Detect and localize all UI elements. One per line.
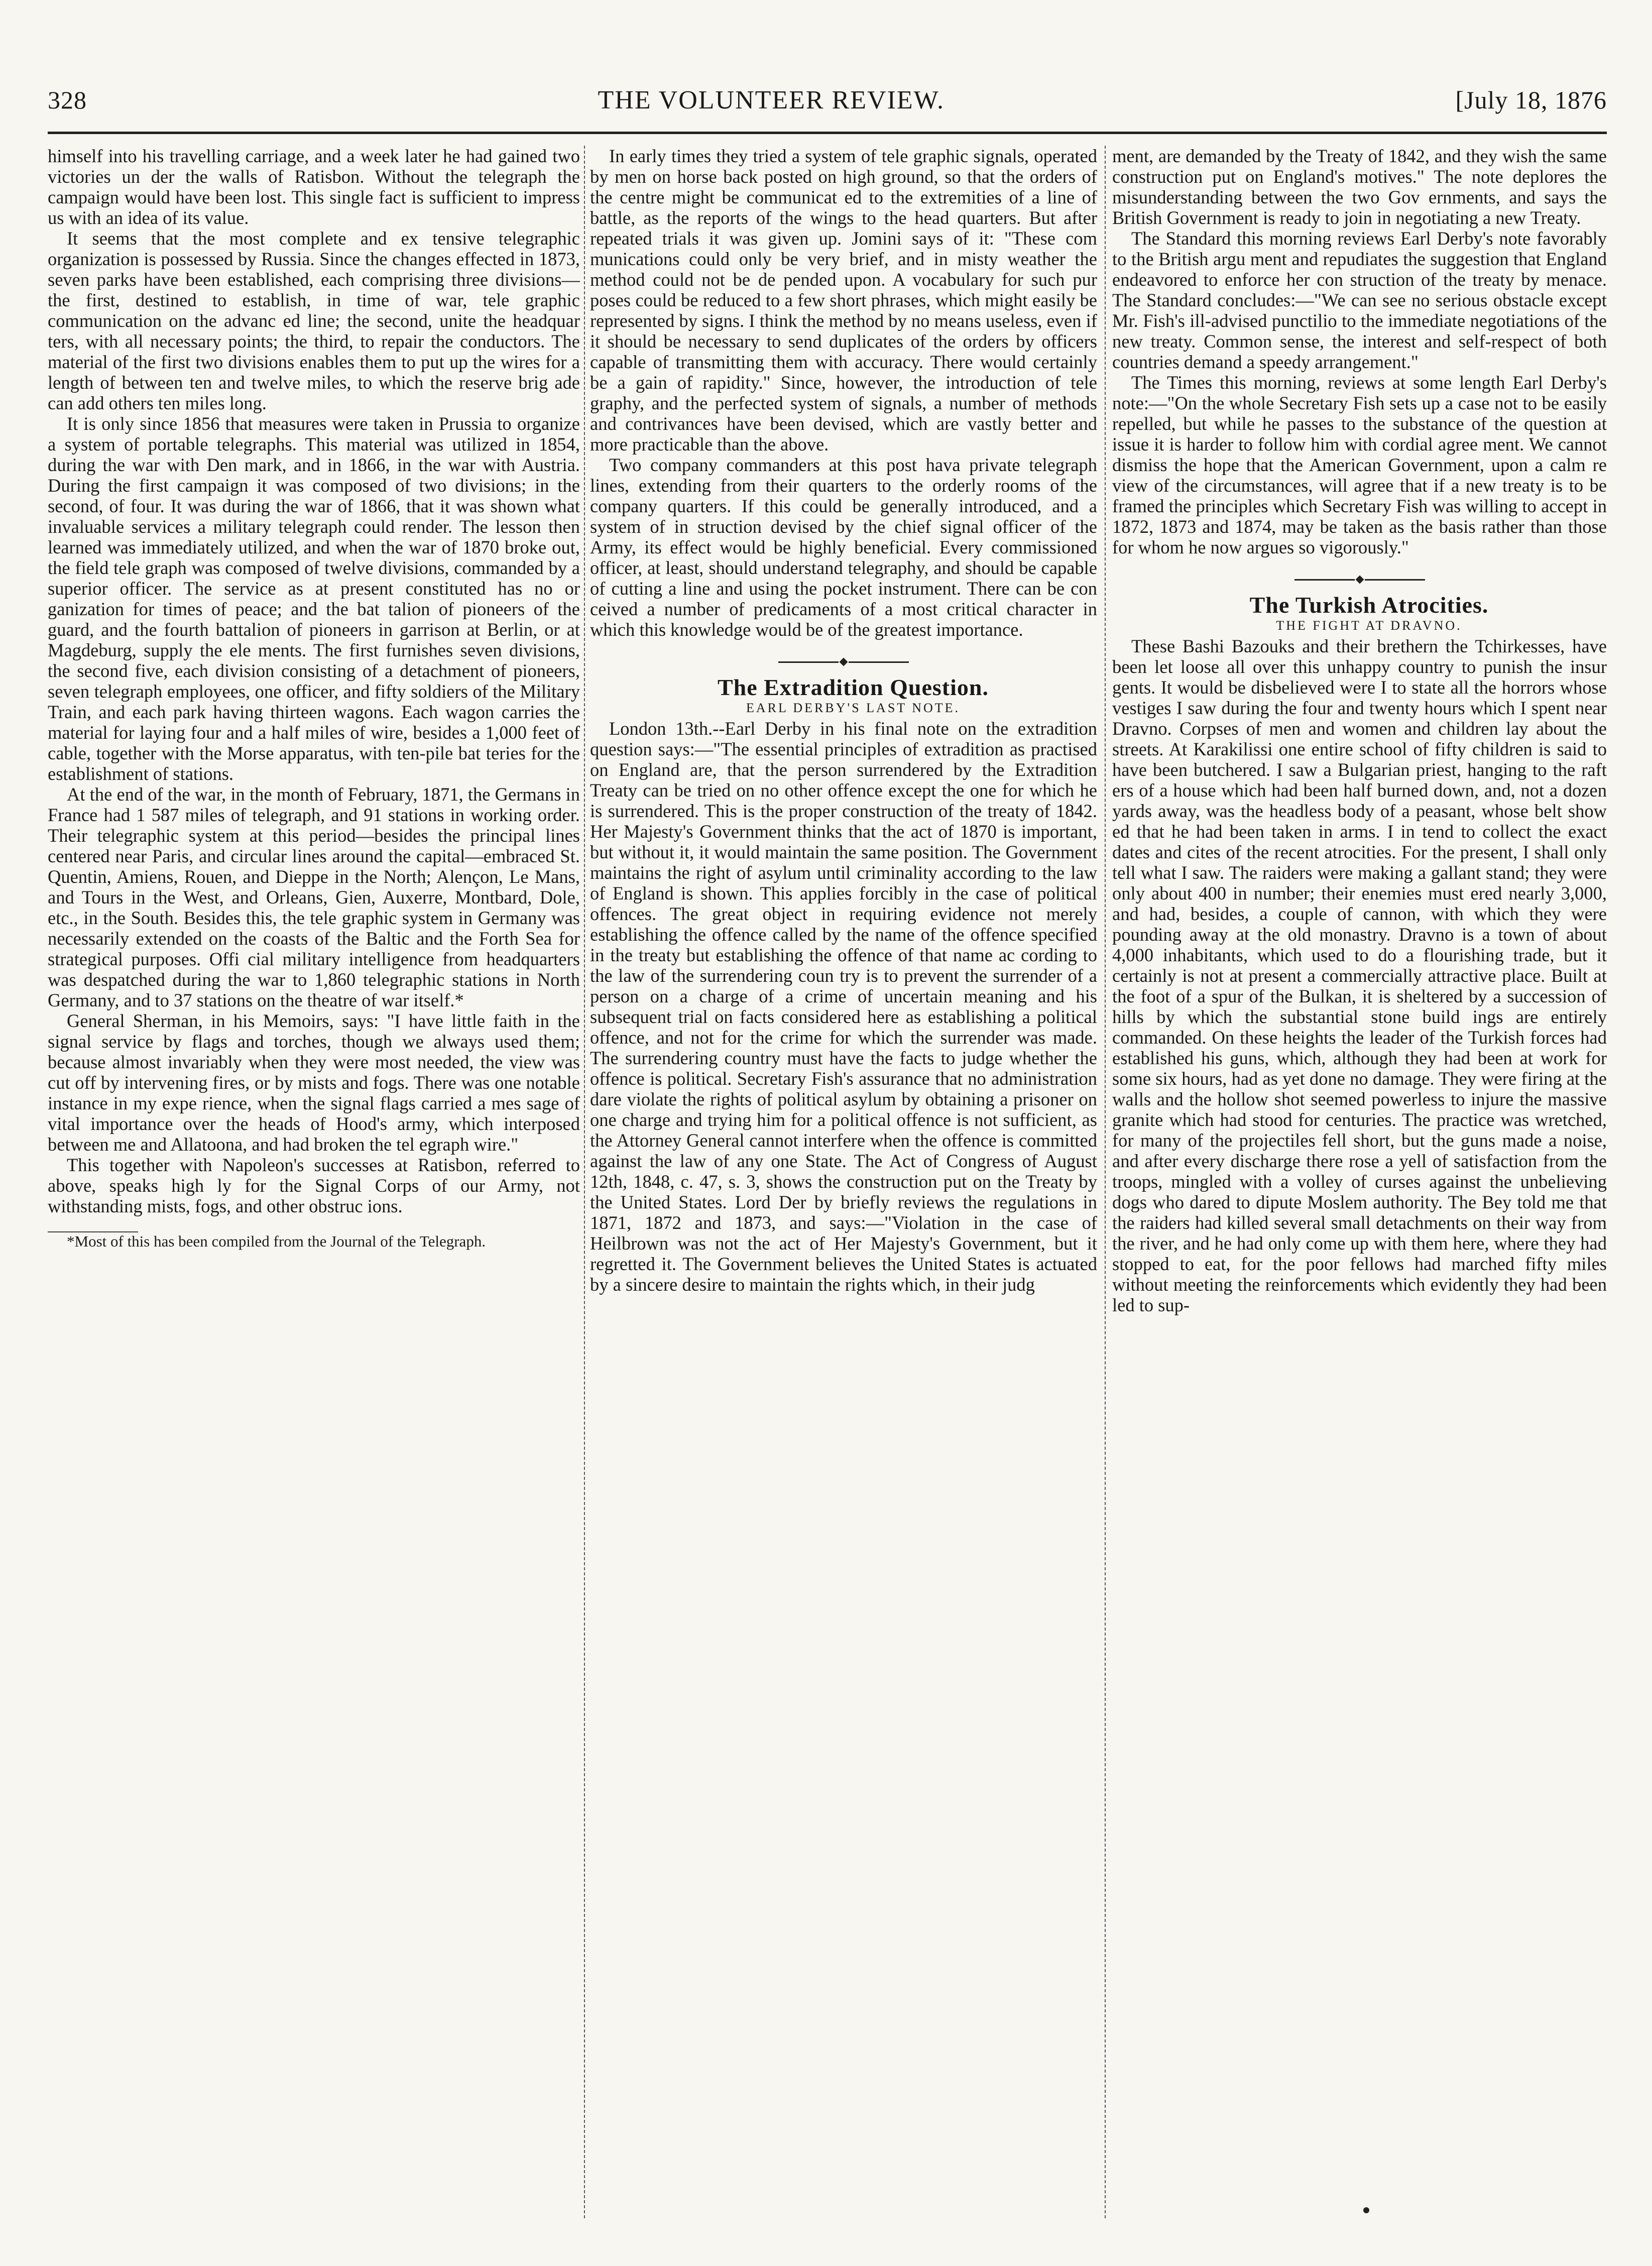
page-header <box>48 85 1607 126</box>
article-paragraph: This together with Napoleon's successes at Ratisbon, referred to above, speaks high ly for the Signal Corps of our Army, not withstanding mists, fogs, and other obstruc ions. <box>48 1155 580 1216</box>
article-subhead: THE FIGHT AT DRAVNO. <box>1276 618 1462 633</box>
column-3 <box>1112 146 1607 2218</box>
column-divider-1 <box>584 146 585 2218</box>
article-paragraph: himself into his travelling carriage, and a week later he had gained two victories un der the walls of Ratisbon. Without the telegraph the campaign would have been lost. This single fact is sufficient to impress us with an idea of its value. <box>48 146 580 228</box>
article-paragraph: Two company commanders at this post hava private telegraph lines, extending from their quarters to the orderly rooms of the company quarters. If this could be generally introduced, and a system of in struction devised by the chief signal officer of the Army, its effect would be highly beneficial. Every commissioned officer, at least, should understand telegraphy, and should be capable of cutting a line and using the pocket instrument. There can be con ceived a number of predicaments of a most critical character in which this knowledge would be of the greatest importance. <box>590 455 1097 640</box>
header-rule <box>48 132 1607 134</box>
section-divider <box>1112 577 1607 583</box>
article-paragraph: London 13th.--Earl Derby in his final note on the extradition question says:—"The essential principles of extradition as practised on England are, that the person surrendered by the Extradition Treaty can be tried on no other offence except the one for which he is surrendered. This is the proper construction of the treaty of 1842. Her Majesty's Government thinks that the act of 1870 is important, but without it, it would maintain the same position. The Government maintains the right of asylum until criminality according to the law of England is shown. This applies forcibly in the case of political offences. The great object in requiring evidence not merely establishing the offence called by the name of the offence specified in the treaty but establishing the offence of that name ac cording to the law of the surrendering coun try is to prevent the surrender of a person on a charge of a crime of uncertain meaning and his subsequent trial on facts considered here as establishing a political offence, and not for the crime for which the surrender was made. The surrendering country must have the facts to judge whether the offence is political. Secretary Fish's assurance that no administration dare violate the rights of political asylum by obtaining a prisoner on one charge and trying him for a political offence is not sufficient, as the Attorney General cannot interfere when the offence is committed against the law of any one State. The Act of Congress of August 12th, 1848, c. 47, s. 3, shows the construction put on the Treaty by the United States. Lord Der by briefly reviews the regulations in 1871, 1872 and 1873, and says:—"Violation in the case of Heilbrown was not the act of Her Majesty's Government, but it regretted it. The Government believes the United States is actuated by a sincere desire to maintain the rights which, in their judg <box>590 718 1097 1295</box>
issue-date: [July 18, 1876 <box>1455 86 1607 114</box>
column-2 <box>590 146 1097 2218</box>
masthead-title: THE VOLUNTEER REVIEW. <box>598 86 945 115</box>
article-paragraph: It seems that the most complete and ex tensive telegraphic organization is possessed by Russia. Since the changes effected in 1873, seven parks have been established, each comprising three divisions—the first, destined to establish, in time of war, tele graphic communication on the advanc ed line; the second, unite the headquar ters, with all necessary points; the third, to repair the conductors. The material of the first two divisions enables them to put up the wires for a length of between ten and twelve miles, to which the reserve brig ade can add others ten miles long. <box>48 228 580 413</box>
article-headline: The Extradition Question. <box>717 674 989 700</box>
article-paragraph: General Sherman, in his Memoirs, says: "I have little faith in the signal service by flags and torches, though we always used them; because almost invariably when they were most needed, the view was cut off by intervening fires, or by mists and fogs. There was one notable instance in my expe rience, when the signal flags carried a mes sage of vital importance over the heads of Hood's army, which interposed between me and Allatoona, and had broken the tel egraph wire." <box>48 1010 580 1155</box>
article-paragraph: The Standard this morning reviews Earl Derby's note favorably to the British argu ment and repudiates the suggestion that England endeavored to enforce her con struction of the treaty by menace. The Standard concludes:—"We can see no serious obstacle except Mr. Fish's ill-advised punctilio to the immediate negotiations of the new treaty. Common sense, the interest and self-respect of both countries demand a speedy arrangement." <box>1112 228 1607 372</box>
column-divider-2 <box>1105 146 1106 2218</box>
article-headline: The Turkish Atrocities. <box>1249 592 1489 618</box>
column-1 <box>48 146 580 2218</box>
page-number: 328 <box>48 86 87 114</box>
article-subhead: EARL DERBY'S LAST NOTE. <box>746 701 961 715</box>
section-divider <box>590 659 1097 665</box>
article-paragraph: The Times this morning, reviews at some length Earl Derby's note:—"On the whole Secretary Fish sets up a case not to be easily repelled, but while he passes to the substance of the question at issue it is harder to follow him with cordial agree ment. We cannot dismiss the hope that the American Government, upon a calm re view of the circumstances, will agree that if a new treaty is to be framed the principles which Secretary Fish was willing to accept in 1872, 1873 and 1874, may be taken as the basis rather than those for whom he now argues so vigorously." <box>1112 372 1607 557</box>
article-paragraph: It is only since 1856 that measures were taken in Prussia to organize a system of portable telegraphs. This material was utilized in 1854, during the war with Den mark, and in 1866, in the war with Austria. During the first campaign it was composed of two divisions; in the second, of four. It was during the war of 1866, that it was shown what invaluable services a military telegraph could render. The lesson then learned was immediately utilized, and when the war of 1870 broke out, the field tele graph was composed of twelve divisions, commanded by a superior officer. The service as at present constituted has no or ganization for times of peace; and the bat talion of pioneers of the guard, and the fourth battalion of pioneers in garrison at Berlin, or at Magdeburg, supply the ele ments. The first furnishes seven divisions, the second five, each division consisting of a detachment of pioneers, seven telegraph employees, one officer, and fifty soldiers of the Military Train, and each park having thirteen wagons. Each wagon carries the material for laying four and a half miles of wire, besides a 1,000 feet of cable, together with the Morse apparatus, with ten-pile bat teries for the establishment of stations. <box>48 413 580 784</box>
article-paragraph: These Bashi Bazouks and their brethern the Tchirkesses, have been let loose all over this unhappy country to punish the insur gents. It would be disbelieved were I to state all the horrors whose vestiges I saw during the four and twenty hours which I spent near Dravno. Corpses of men and women and children lay about the streets. At Karakilissi one entire school of fifty children is said to have been butchered. I saw a Bulgarian priest, hanging to the raft ers of a house which had been half burned down, and, not a dozen yards away, was the headless body of a peasant, whose belt show ed that he had been taken in arms. I in tend to collect the exact dates and cites of the recent atrocities. For the present, I shall only tell what I saw. The raiders were making a gallant stand; they were only about 400 in number; their enemies must ered nearly 3,000, and had, besides, a couple of cannon, with which they were pounding away at the old monastry. Dravno is a town of about 4,000 inhabitants, which used to do a flourishing trade, but it certainly is not at present a commercially attractive place. Built at the foot of a spur of the Bulkan, it is sheltered by a succession of hills by which the substantial stone build ings are entirely commanded. On these heights the leader of the Turkish forces had established his guns, which, although they had been at work for some six hours, had as yet done no damage. They were firing at the walls and the hollow shot seemed powerless to injure the massive granite which had stood for centuries. The practice was wretched, for many of the projectiles fell short, but the guns made a noise, and after every discharge there rose a yell of satisfaction from the troops, mingled with a volley of curses against the unbelieving dogs who dared to dipute Moslem authority. The Bey told me that the raiders had killed several small detachments on their way from the river, and he had only come up with them here, where they had stopped to eat, for the poor fellows had marched fifty miles without meeting the reinforcements which evidently they had been led to sup- <box>1112 636 1607 1315</box>
ink-dot <box>1363 2207 1369 2213</box>
article-paragraph: At the end of the war, in the month of February, 1871, the Germans in France had 1 587 miles of telegraph, and 91 stations in working order. Their telegraphic system at this period—besides the principal lines centered near Paris, and circular lines around the capital—embraced St. Quentin, Amiens, Rouen, and Dieppe in the North; Alençon, Le Mans, and Tours in the West, and Orleans, Gien, Auxerre, Montbard, Dole, etc., in the South. Besides this, the tele graphic system in Germany was necessarily extended on the coasts of the Baltic and the Forth Sea for strategical purposes. Offi cial military intelligence from headquarters was despatched during the war to 1,860 telegraphic stations in North Germany, and to 37 stations on the theatre of war itself.* <box>48 784 580 1010</box>
article-paragraph: ment, are demanded by the Treaty of 1842, and they wish the same construction put on England's motives." The note deplores the misunderstanding between the two Gov ernments, and says the British Government is ready to join in negotiating a new Treaty. <box>1112 146 1607 228</box>
footnote: *Most of this has been compiled from the Journal of the Telegraph. <box>67 1232 486 1250</box>
article-paragraph: In early times they tried a system of tele graphic signals, operated by men on horse back posted on high ground, so that the orders of the centre might be communicat ed to the extremities of a line of battle, as the reports of the wings to the head quarters. But after repeated trials it was given up. Jomini says of it: "These com munications could only be very brief, and in misty weather the method could not be de pended upon. A vocabulary for such pur poses could be reduced to a few short phrases, which might easily be represented by signs. I think the method by no means useless, even if it should be necessary to send duplicates of the orders by officers capable of transmitting them with accuracy. There would certainly be a gain of rapidity." Since, however, the introduction of tele graphy, and the perfected system of signals, a number of methods and contrivances have been devised, which are vastly better and more practicable than the above. <box>590 146 1097 455</box>
